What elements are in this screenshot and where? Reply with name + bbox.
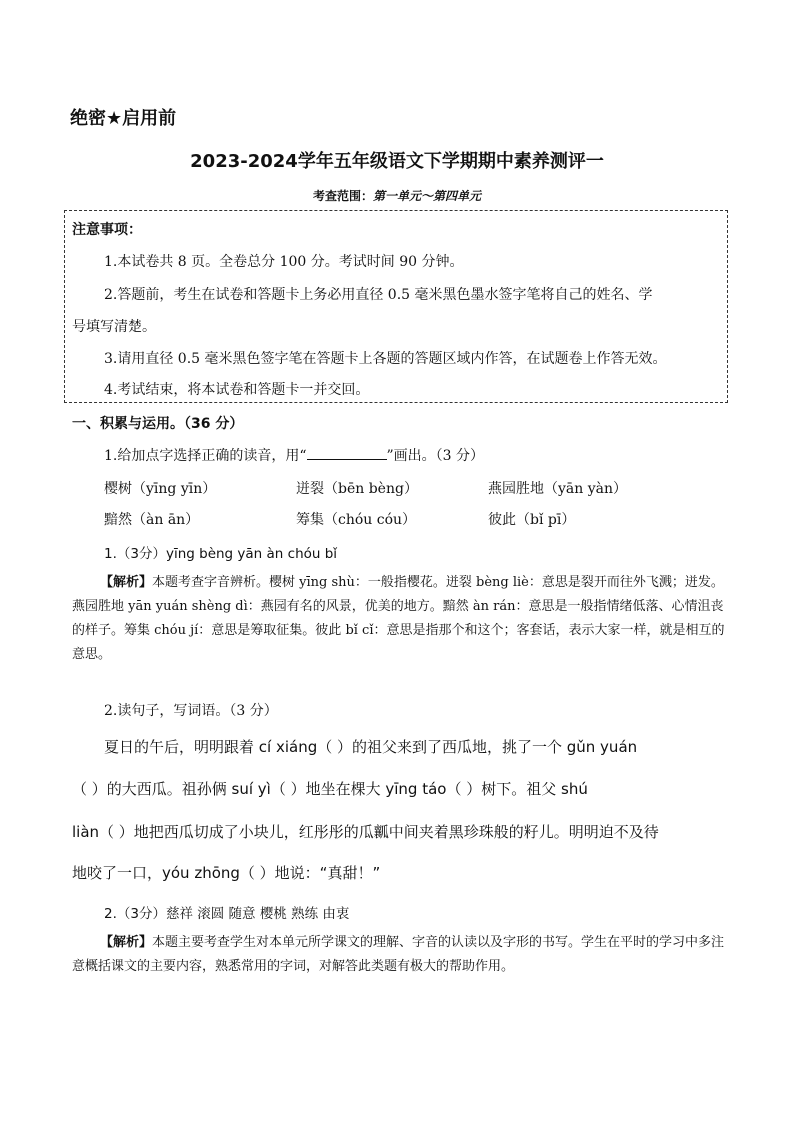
pinyin-item-3: 燕园胜地（yān yàn） [488, 481, 627, 497]
exam-scope-label: 考查范围： [312, 189, 373, 203]
page-title: 2023-2024学年五年级语文下学期期中素养测评一 [190, 151, 604, 172]
question-1-prompt [104, 445, 484, 465]
analysis-text: 本题主要考查学生对本单元所学课文的理解、字音的认读以及字形的书写。学生在平时的学习中多注意概括课文的主要内容，熟悉常用的字词，对解答此类题有极大的帮助作用。 [72, 935, 725, 974]
question-2-line-1: 夏日的午后，明明跟着 cí xiáng（ ）的祖父来到了西瓜地，挑了一个 gǔn yuán [104, 738, 638, 756]
notice-line-2: 2.答题前，考生在试卷和答题卡上务必用直径 0.5 毫米黑色墨水签字笔将自己的姓名、学 [104, 287, 653, 303]
pinyin-item-5: 筹集（chóu cóu） [296, 512, 417, 528]
question-2-answer: 2.（3分）慈祥 滚圆 随意 樱桃 熟练 由衷 [104, 906, 350, 922]
question-1-answer: 1.（3分）yīng bèng yān àn chóu bǐ [104, 546, 338, 562]
question-2-line-3: liàn（ ）地把西瓜切成了小块儿，红彤彤的瓜瓤中间夹着黑珍珠般的籽儿。明明迫不及待 [72, 823, 659, 841]
notice-line-1: 1.本试卷共 8 页。全卷总分 100 分。考试时间 90 分钟。 [104, 254, 464, 270]
exam-scope-value: 第一单元～第四单元 [373, 189, 482, 203]
question-2-prompt: 2.读句子，写词语。（3 分） [104, 703, 278, 719]
notice-line-2-cont: 号填写清楚。 [72, 319, 156, 335]
analysis-tag: 【解析】 [100, 575, 153, 590]
exam-scope [0, 187, 794, 204]
question-1-prompt-after: ”画出。（3 分） [386, 448, 485, 464]
question-2-line-2: （ ）的大西瓜。祖孙俩 suí yì（ ）地坐在棵大 yīng táo（ ）树下。祖父 shú [72, 780, 588, 798]
underline-mark [307, 447, 387, 460]
question-2-analysis [72, 931, 732, 979]
analysis-tag: 【解析】 [100, 935, 153, 950]
notice-line-3: 3.请用直径 0.5 毫米黑色签字笔在答题卡上各题的答题区域内作答，在试题卷上作答无效。 [104, 351, 667, 367]
pinyin-item-6: 彼此（bǐ pī） [488, 512, 576, 528]
pinyin-item-4: 黯然（àn ān） [104, 512, 200, 528]
section-heading: 一、积累与运用。（36 分） [72, 416, 244, 432]
analysis-text: 本题考查字音辨析。樱树 yīng shù：一般指樱花。迸裂 bèng liè：意思是裂开而往外飞溅；迸发。燕园胜地 yān yuán shèng dì：燕园有名的风景，优美的地方。黯然 àn rán：意思是一般指情绪低落、心情沮丧的样子。筹集 chóu jí：意思是筹取征集。彼此 bǐ cǐ：意思是指那个和这个；客套话，表示大家一样，就是相互的意思。 [72, 575, 725, 662]
question-2-line-4: 地咬了一口，yóu zhōng（ ）地说：“真甜！” [72, 864, 381, 882]
notice-line-4: 4.考试结束，将本试卷和答题卡一并交回。 [104, 382, 370, 398]
notice-box [64, 210, 728, 403]
pinyin-item-2: 迸裂（bēn bèng） [296, 481, 418, 497]
confidential-label: 绝密★启用前 [70, 108, 177, 129]
pinyin-item-1: 樱树（yīng yīn） [104, 481, 217, 497]
notice-title: 注意事项： [72, 222, 142, 238]
question-1-prompt-before: 1.给加点字选择正确的读音，用“ [104, 448, 307, 464]
question-1-analysis [72, 571, 732, 667]
